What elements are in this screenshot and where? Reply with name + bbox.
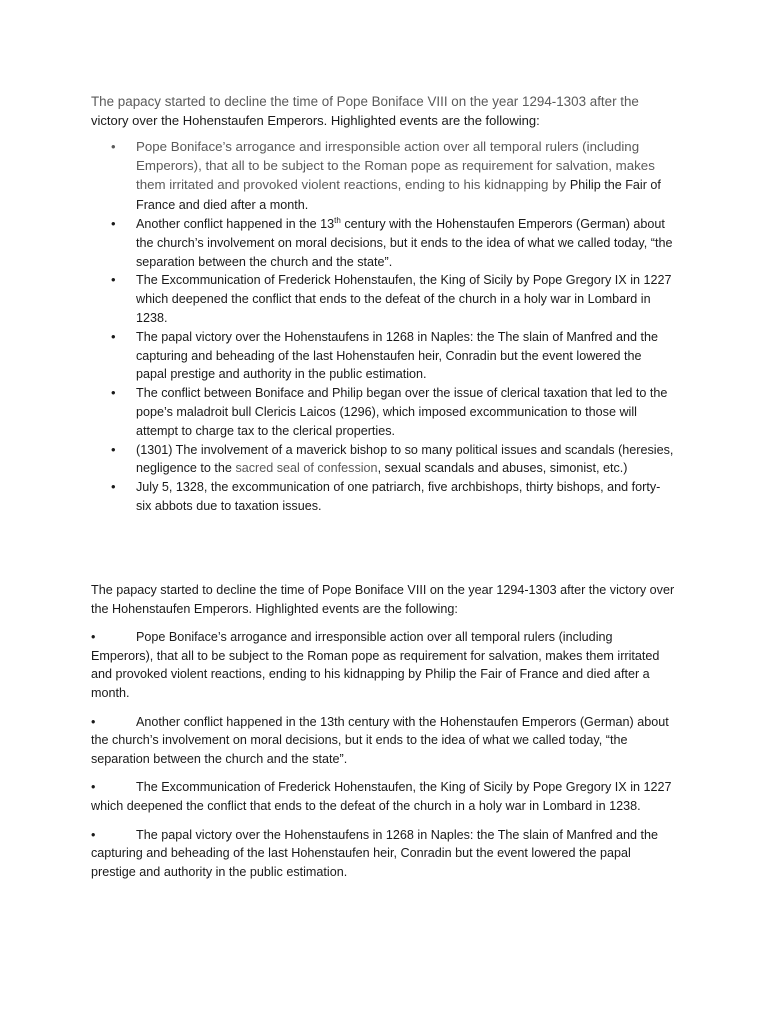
bullet-icon: •	[111, 272, 116, 288]
item-text: Another conflict happened in the 13	[136, 217, 335, 231]
document-section-1	[91, 92, 675, 516]
bullet-icon: •	[111, 385, 116, 401]
list-item	[91, 137, 675, 215]
paragraph-item	[91, 778, 677, 815]
intro-paragraph	[91, 92, 675, 130]
bullet-icon: •	[91, 714, 96, 729]
item-text: The Excommunication of Frederick Hohenstaufen, the King of Sicily by Pope Gregory IX in 1227 which deepened the conflict that ends to the defeat of the church in a holy war in Lombard in 1238.	[136, 273, 672, 325]
bullet-icon: •	[91, 630, 96, 645]
list-item	[91, 441, 675, 479]
list-item	[91, 271, 675, 327]
item-text-gray: sacred seal of confession	[235, 461, 378, 476]
intro-paragraph: The papacy started to decline the time of Pope Boniface VIII on the year 1294-1303 after the victory over the Hohenstaufen Emperors. Highlighted events are the following:	[91, 583, 675, 616]
paragraph-item	[91, 713, 677, 769]
item-text: The papal victory over the Hohenstaufens in 1268 in Naples: the The slain of Manfred and the capturing and beheading of the last Hohenstaufen heir, Conradin but the event lowered the papal prestige and authority in the public estimation.	[136, 329, 659, 382]
item-text: The conflict between Boniface and Philip began over the issue of clerical taxation that led to the pope’s maladroit bull Clericis Laicos (1296), which imposed excommunication to those will attempt to charge tax to the clerical properties.	[136, 386, 668, 438]
item-text: (1301) The involvement of a maverick bishop to so many political issues and scandals (heresies, negligence to the	[136, 442, 674, 476]
item-text: Philip the Fair of France and died after a month.	[136, 178, 661, 212]
bullet-icon: •	[91, 827, 96, 842]
bullet-icon: •	[111, 328, 116, 344]
item-text: , sexual scandals and abuses, simonist, etc.)	[377, 461, 628, 476]
item-text: century with the Hohenstaufen Emperors (German) about the church’s involvement on moral decisions, but it ends to the idea of what we called today, “the separation between the church and the state”.	[136, 217, 673, 269]
item-text: Another conflict happened in the 13th century with the Hohenstaufen Emperors (German) about the church’s involvement on moral decisions, but it ends to the idea of what we called today, “the separation between the church and the state”.	[91, 714, 669, 766]
paragraph-item	[91, 628, 677, 702]
item-text: The Excommunication of Frederick Hohenstaufen, the King of Sicily by Pope Gregory IX in 1227 which deepened the conflict that ends to the defeat of the church in a holy war in Lombard in 1238.	[91, 780, 672, 813]
item-text-gray: Pope Boniface’s arrogance and irresponsible action over all temporal rulers (including Emperors), that all to be subject to the Roman pope as requirement for salvation, makes them irritated and provoked violent reactions, ending to his kidnapping by	[136, 139, 655, 192]
superscript: th	[334, 215, 341, 225]
bullet-list	[91, 137, 675, 516]
list-item	[91, 328, 675, 384]
item-text: Pope Boniface’s arrogance and irresponsible action over all temporal rulers (including Emperors), that all to be subject to the Roman pope as requirement for salvation, makes them irritated and provoked violent reactions, ending to his kidnapping by Philip the Fair of France and died after a month.	[91, 630, 660, 700]
intro-line-2: victory over the Hohenstaufen Emperors. Highlighted events are the following:	[91, 113, 540, 128]
bullet-icon: •	[111, 441, 116, 457]
list-item	[91, 478, 675, 516]
list-item	[91, 215, 675, 271]
bullet-icon: •	[111, 139, 116, 154]
item-text: July 5, 1328, the excommunication of one patriarch, five archbishops, thirty bishops, and forty-six abbots due to taxation issues.	[136, 480, 661, 513]
paragraph-item	[91, 826, 677, 882]
list-item	[91, 384, 675, 440]
intro-line-1: The papacy started to decline the time of Pope Boniface VIII on the year 1294-1303 after the	[91, 94, 639, 109]
bullet-icon: •	[111, 479, 116, 495]
bullet-icon: •	[111, 216, 116, 231]
bullet-icon: •	[91, 780, 96, 795]
item-text: The papal victory over the Hohenstaufens in 1268 in Naples: the The slain of Manfred and the capturing and beheading of the last Hohenstaufen heir, Conradin but the event lowered the papal prestige and authority in the public estimation.	[91, 827, 659, 879]
document-section-2	[91, 581, 677, 891]
